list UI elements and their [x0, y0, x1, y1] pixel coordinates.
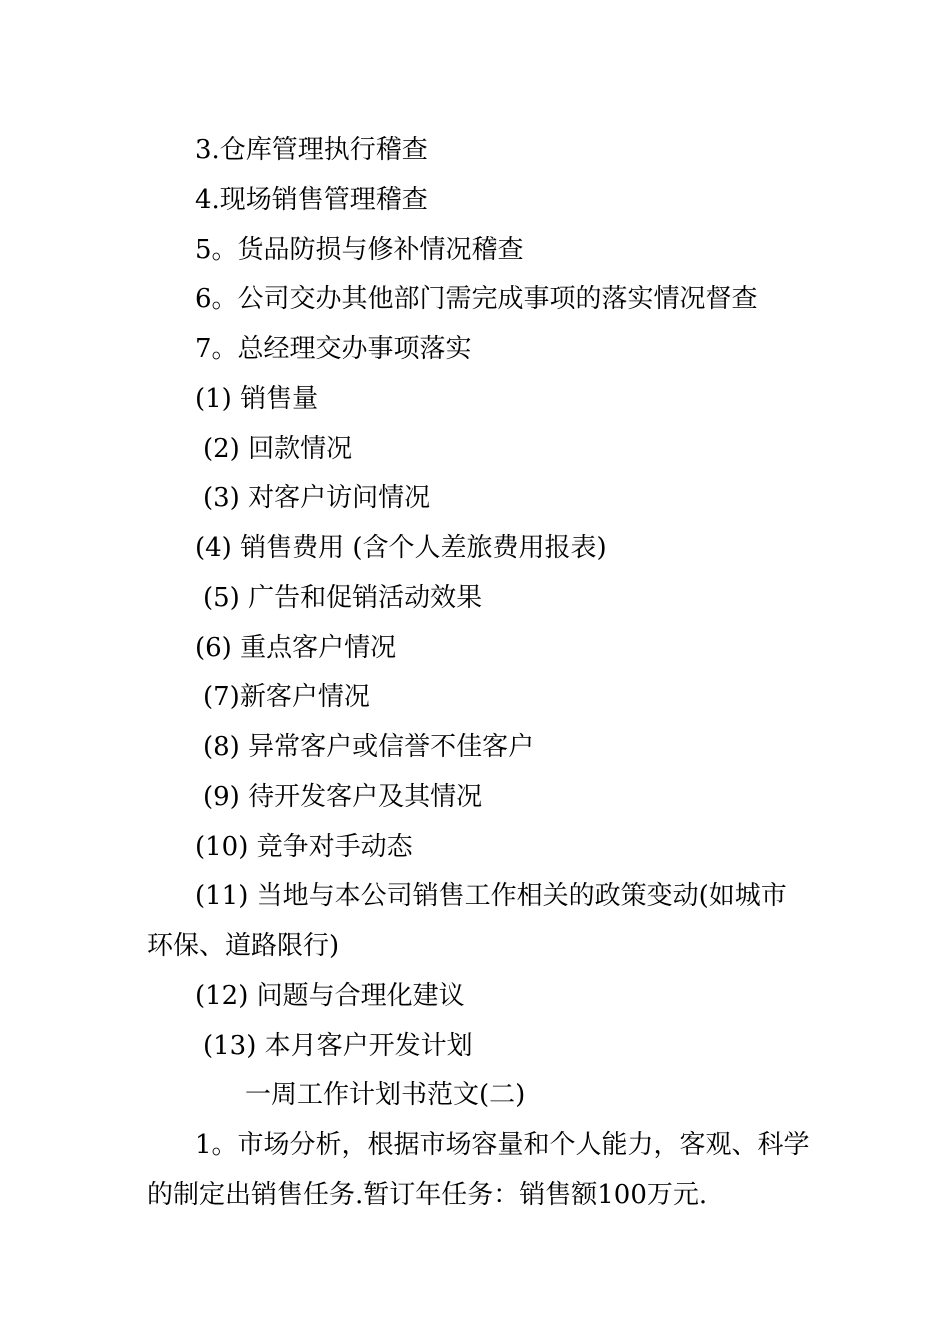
sub-item-11-continued: 环保、道路限行) [147, 931, 340, 961]
sub-item-7: (7)新客户情况 [203, 682, 370, 712]
sub-item-9: (9) 待开发客户及其情况 [203, 782, 483, 812]
list-item-3: 3.仓库管理执行稽查 [195, 135, 428, 165]
sub-item-8: (8) 异常客户或信誉不佳客户 [203, 732, 535, 762]
list-item-7: 7。总经理交办事项落实 [195, 334, 472, 364]
sub-item-3: (3) 对客户访问情况 [203, 483, 431, 513]
sub-item-2: (2) 回款情况 [203, 434, 353, 464]
sub-item-10: (10) 竞争对手动态 [195, 832, 413, 862]
section-heading: 一周工作计划书范文(二) [245, 1080, 526, 1110]
sub-item-11: (11) 当地与本公司销售工作相关的政策变动(如城市 [195, 881, 787, 911]
sub-item-12: (12) 问题与合理化建议 [195, 981, 465, 1011]
sub-item-13: (13) 本月客户开发计划 [203, 1031, 473, 1061]
paragraph-line-1: 1。市场分析，根据市场容量和个人能力，客观、科学 [195, 1130, 810, 1160]
sub-item-4: (4) 销售费用 (含个人差旅费用报表) [195, 533, 607, 563]
sub-item-6: (6) 重点客户情况 [195, 633, 397, 663]
sub-item-1: (1) 销售量 [195, 384, 319, 414]
paragraph-line-2: 的制定出销售任务.暂订年任务：销售额100万元. [147, 1180, 708, 1210]
list-item-4: 4.现场销售管理稽查 [195, 185, 428, 215]
sub-item-5: (5) 广告和促销活动效果 [203, 583, 483, 613]
list-item-5: 5。货品防损与修补情况稽查 [195, 235, 524, 265]
list-item-6: 6。公司交办其他部门需完成事项的落实情况督查 [195, 284, 758, 314]
